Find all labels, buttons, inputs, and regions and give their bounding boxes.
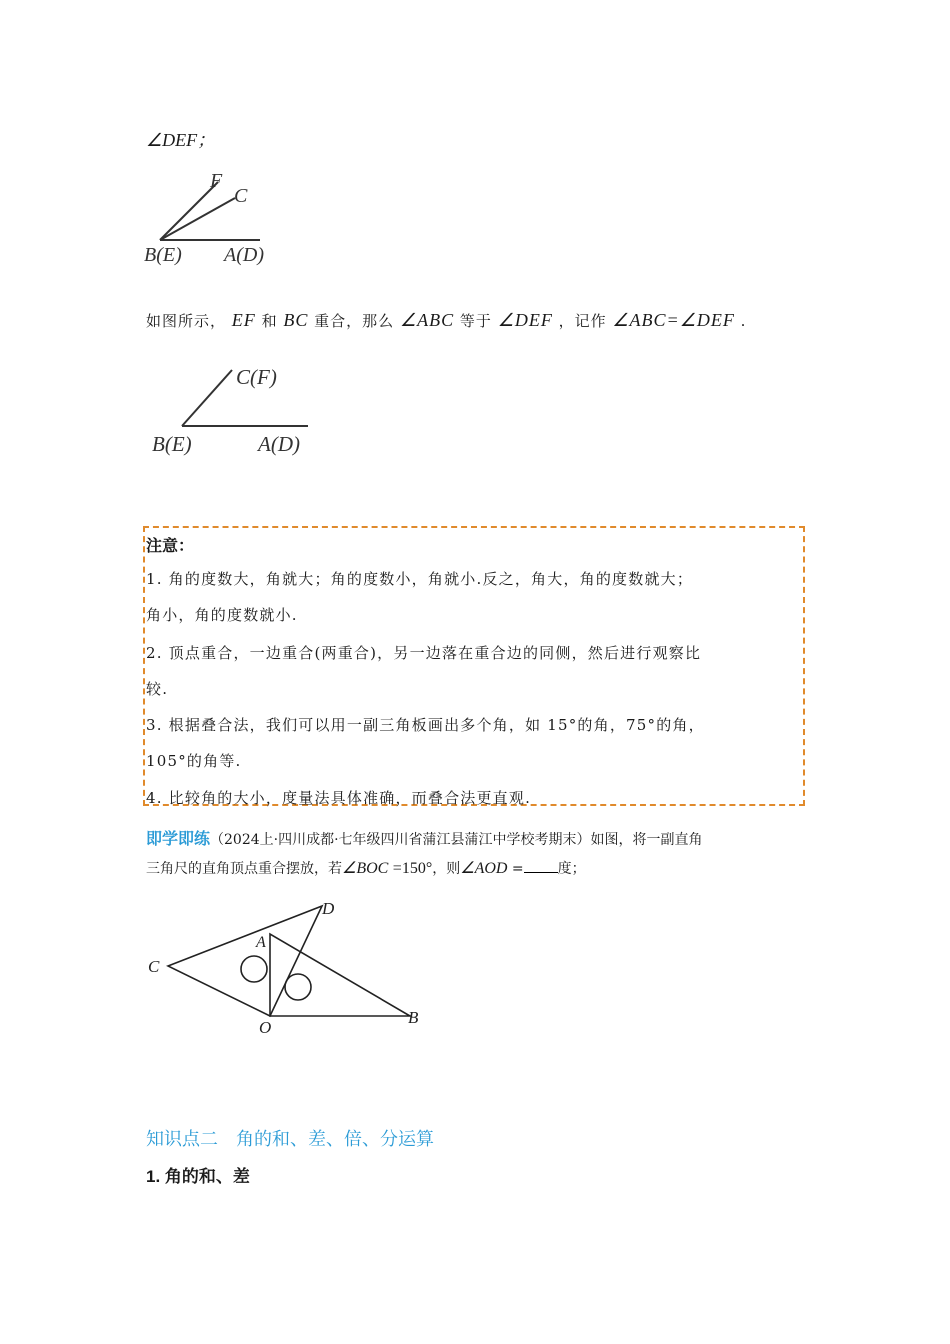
note-line-3: 2. 顶点重合，一边重合(两重合)，另一边落在重合边的同侧，然后进行观察比 xyxy=(146,644,702,662)
note-line-2: 角小，角的度数就小. xyxy=(146,606,298,624)
label-d-3: D xyxy=(322,899,335,918)
angle-def-label: ∠DEF； xyxy=(146,130,216,150)
figure-angle-comparison-1 xyxy=(140,160,290,270)
practice-line-1 xyxy=(146,826,703,849)
label-o-3: O xyxy=(259,1018,272,1036)
triangle-aob xyxy=(270,934,410,1016)
practice-line-2: 三角尺的直角顶点重合摆放，若∠BOC =150°，则∠AOD = 度； xyxy=(146,860,586,877)
note-line-7: 4. 比较角的大小，度量法具体准确，而叠合法更直观. xyxy=(146,789,532,807)
note-line-5: 3. 根据叠合法，我们可以用一副三角板画出多个角，如 15°的角，75°的角， xyxy=(146,716,705,734)
figure-set-squares xyxy=(140,896,430,1036)
note-line-1: 1. 角的度数大，角就大；角的度数小，角就小.反之，角大，角的度数就大； xyxy=(146,570,694,588)
label-ad-2: A(D) xyxy=(258,432,300,456)
label-c-3: C xyxy=(148,957,160,976)
note-line-6: 105°的角等. xyxy=(146,752,242,770)
hole-circle-2 xyxy=(285,974,311,1000)
ray-bc xyxy=(160,198,235,240)
label-cf: C(F) xyxy=(236,365,277,389)
label-be-2: B(E) xyxy=(152,432,192,456)
note-line-4: 较. xyxy=(146,680,169,698)
label-c: C xyxy=(234,185,248,207)
figure-angle-comparison-2 xyxy=(148,360,328,460)
paragraph-coincide: 如图所示， EF 和 BC 重合，那么 ∠ABC 等于 ∠DEF ，记作 ∠ABC=∠DEF . xyxy=(146,310,747,330)
section-title: 知识点二 角的和、差、倍、分运算 xyxy=(146,1129,434,1149)
label-be: B(E) xyxy=(144,244,182,266)
section-subtitle: 1. 角的和、差 xyxy=(146,1167,250,1186)
label-f: F xyxy=(210,170,223,192)
label-ad: A(D) xyxy=(224,244,264,266)
answer-blank[interactable] xyxy=(524,858,558,873)
ray-bc-2 xyxy=(182,370,232,426)
note-title: 注意： xyxy=(146,538,195,555)
practice-source: （2024上·四川成都·七年级四川省蒲江县蒲江中学校考期末）如图，将一副直角 xyxy=(210,832,703,848)
practice-title: 即学即练 xyxy=(146,831,211,848)
label-b-3: B xyxy=(408,1008,419,1027)
label-a-3: A xyxy=(256,934,266,951)
hole-circle-1 xyxy=(241,956,267,982)
